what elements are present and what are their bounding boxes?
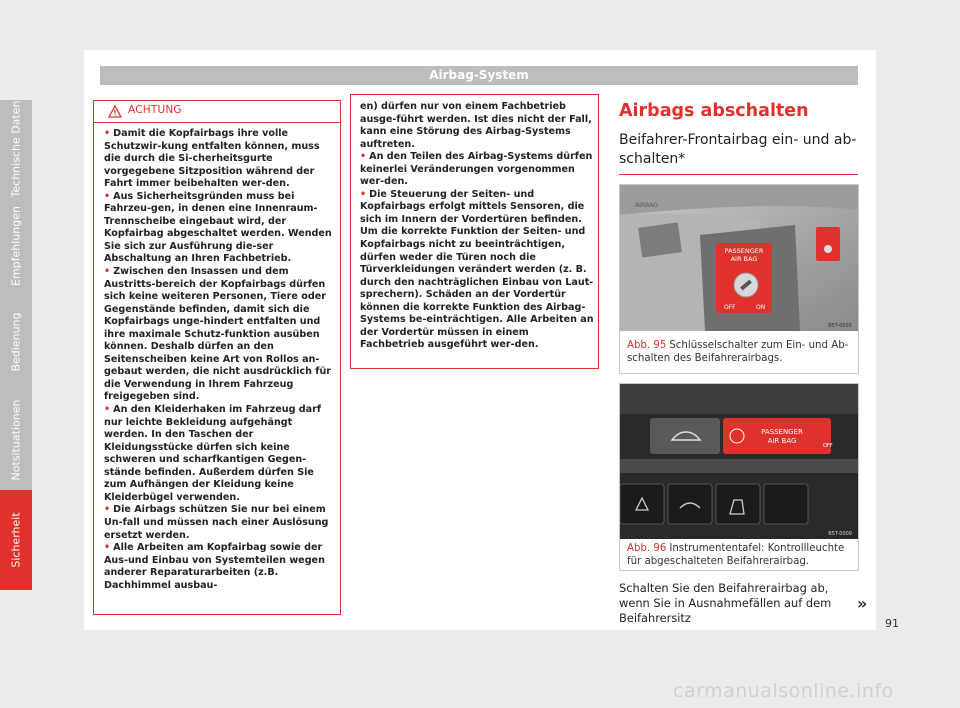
dash-airbag-label: AIRBAG — [635, 202, 658, 209]
panel-off-label: OFF — [823, 443, 833, 449]
off-label: OFF — [724, 304, 736, 311]
warning-item: • Die Steuerung der Seiten- und Kopfairbags erfolgt mittels Sensoren, die sich im Innern der Vordertüren befinden. Um die korrekte Funktion der Seiten- und Kopfairbags nicht zu beeinträchtigen, dürfen weder die Türen noch die Türverkleidungen verändert werden (z. B. durch den nachträglichen Einbau von Laut-sprechern). Schäden an der Vordertür können die korrekte Funktion des Airbag-Systems be-einträchtigen. Alle Arbeiten an der Vordertür müssen in einem Fachbetrieb ausgeführt wer-den. — [360, 188, 594, 351]
bullet-icon: • — [104, 128, 111, 139]
warning-header — [94, 101, 340, 123]
warning-triangle-icon — [108, 105, 122, 118]
figure-96 — [619, 383, 859, 571]
tab-bedienung[interactable]: Bedienung — [0, 294, 32, 390]
continue-arrow-icon: » — [857, 594, 868, 613]
page-header: Airbag-System — [100, 66, 858, 85]
warning-title: ACHTUNG — [128, 104, 182, 116]
bullet-icon: • — [104, 504, 111, 516]
tab-sicherheit[interactable]: Sicherheit — [0, 490, 32, 590]
on-label: ON — [756, 304, 766, 311]
warning-item: • Zwischen den Insassen und dem Austritts-bereich der Kopfairbags dürfen sich keine weiteren Personen, Tiere oder Gegenstände befinden, damit sich die Kopfairbags unge-hindert entfalten und ihre maximale Schutz-funktion ausüben können. Deshalb dürfen an den Seitenscheiben keine Art von Rollos an-gebaut werden, die nicht ausdrücklich für die Verwendung in Ihrem Fahrzeug freigegeben sind. — [104, 266, 332, 403]
figure-caption: Abb. 95 Schlüsselschalter zum Ein- und Ab-schalten des Beifahrerairbags. — [627, 340, 849, 364]
warning-item: • Damit die Kopfairbags ihre volle Schutzwir-kung entfalten können, muss die durch die Si-cherheitsgurte vorgegebene Sitzposition während der Fahrt immer beibehalten wer-den. — [104, 128, 320, 190]
warning-list — [104, 128, 336, 592]
page-number: 91 — [885, 617, 899, 630]
warning-item: • An den Teilen des Airbag-Systems dürfen keinerlei Veränderungen vorgenommen wer-den. — [360, 151, 593, 188]
warning-box-continued — [350, 94, 599, 369]
bullet-icon: • — [104, 266, 111, 278]
bullet-icon: • — [104, 542, 111, 554]
warning-box — [93, 100, 341, 615]
image-code: B5T-0035 — [828, 323, 852, 329]
bullet-icon: • — [360, 188, 367, 200]
panel-airbag-label: AIR BAG — [767, 437, 797, 445]
warning-continuation-text: en) dürfen nur von einem Fachbetrieb ausge-führt werden. Ist dies nicht der Fall, kann eine Störung des Airbag-Systems auftreten. — [360, 101, 592, 150]
bullet-icon: • — [360, 151, 367, 163]
figure-95 — [619, 184, 859, 374]
tab-technische-daten[interactable]: Technische Daten — [0, 100, 32, 198]
watermark: carmanualsonline.info — [673, 680, 894, 702]
warning-item: • Aus Sicherheitsgründen muss bei Fahrzeu-gen, in denen eine Innenraum-Trennscheibe eingebaut wird, der Kopfairbag abgeschaltet werden. Wenden Sie sich zur Ausführung die-ser Abschaltung an Ihren Fachbetrieb. — [104, 190, 332, 265]
instrument-panel-image — [620, 384, 858, 539]
key-switch-image — [620, 185, 858, 331]
figure-label: Abb. 96 — [627, 543, 667, 554]
bullet-icon: • — [104, 404, 111, 416]
body-paragraph: Schalten Sie den Beifahrerairbag ab, wenn Sie in Ausnahmefällen auf dem Beifahrersitz — [619, 581, 832, 625]
figure-label: Abb. 95 — [627, 340, 667, 351]
section-subtitle: Beifahrer-Frontairbag ein- und ab-schalten* — [619, 132, 857, 167]
section-divider — [619, 174, 858, 175]
warning-item: • Alle Arbeiten am Kopfairbag sowie der Aus-und Einbau von Systemteilen wegen anderer Reparaturarbeiten (z.B. Dachhimmel ausbau- — [104, 542, 325, 591]
warning-list-continued — [360, 101, 594, 352]
airbag-label: AIR BAG — [730, 255, 758, 263]
warning-item: • Die Airbags schützen Sie nur bei einem Un-fall und müssen nach einer Auslösung ersetzt werden. — [104, 504, 329, 541]
figure-caption: Abb. 96 Instrumententafel: Kontrollleuchte für abgeschalteten Beifahrerairbag. — [627, 543, 845, 567]
tab-notsituationen[interactable]: Notsituationen — [0, 390, 32, 490]
warning-item: • An den Kleiderhaken im Fahrzeug darf nur leichte Bekleidung aufgehängt werden. In den Taschen der Kleidungsstücke dürfen sich keine schweren und scharfkantigen Gegen-stände befinden. Außerdem dürfen Sie zum Aufhängen der Kleidung keine Kleiderbügel verwenden. — [104, 404, 322, 503]
tab-empfehlungen[interactable]: Empfehlungen — [0, 198, 32, 294]
panel-image-code: B5T-0009 — [828, 531, 852, 537]
panel-passenger-label: PASSENGER — [761, 428, 803, 436]
section-title: Airbags abschalten — [619, 101, 809, 121]
bullet-icon: • — [104, 190, 111, 202]
passenger-label: PASSENGER — [724, 247, 764, 255]
